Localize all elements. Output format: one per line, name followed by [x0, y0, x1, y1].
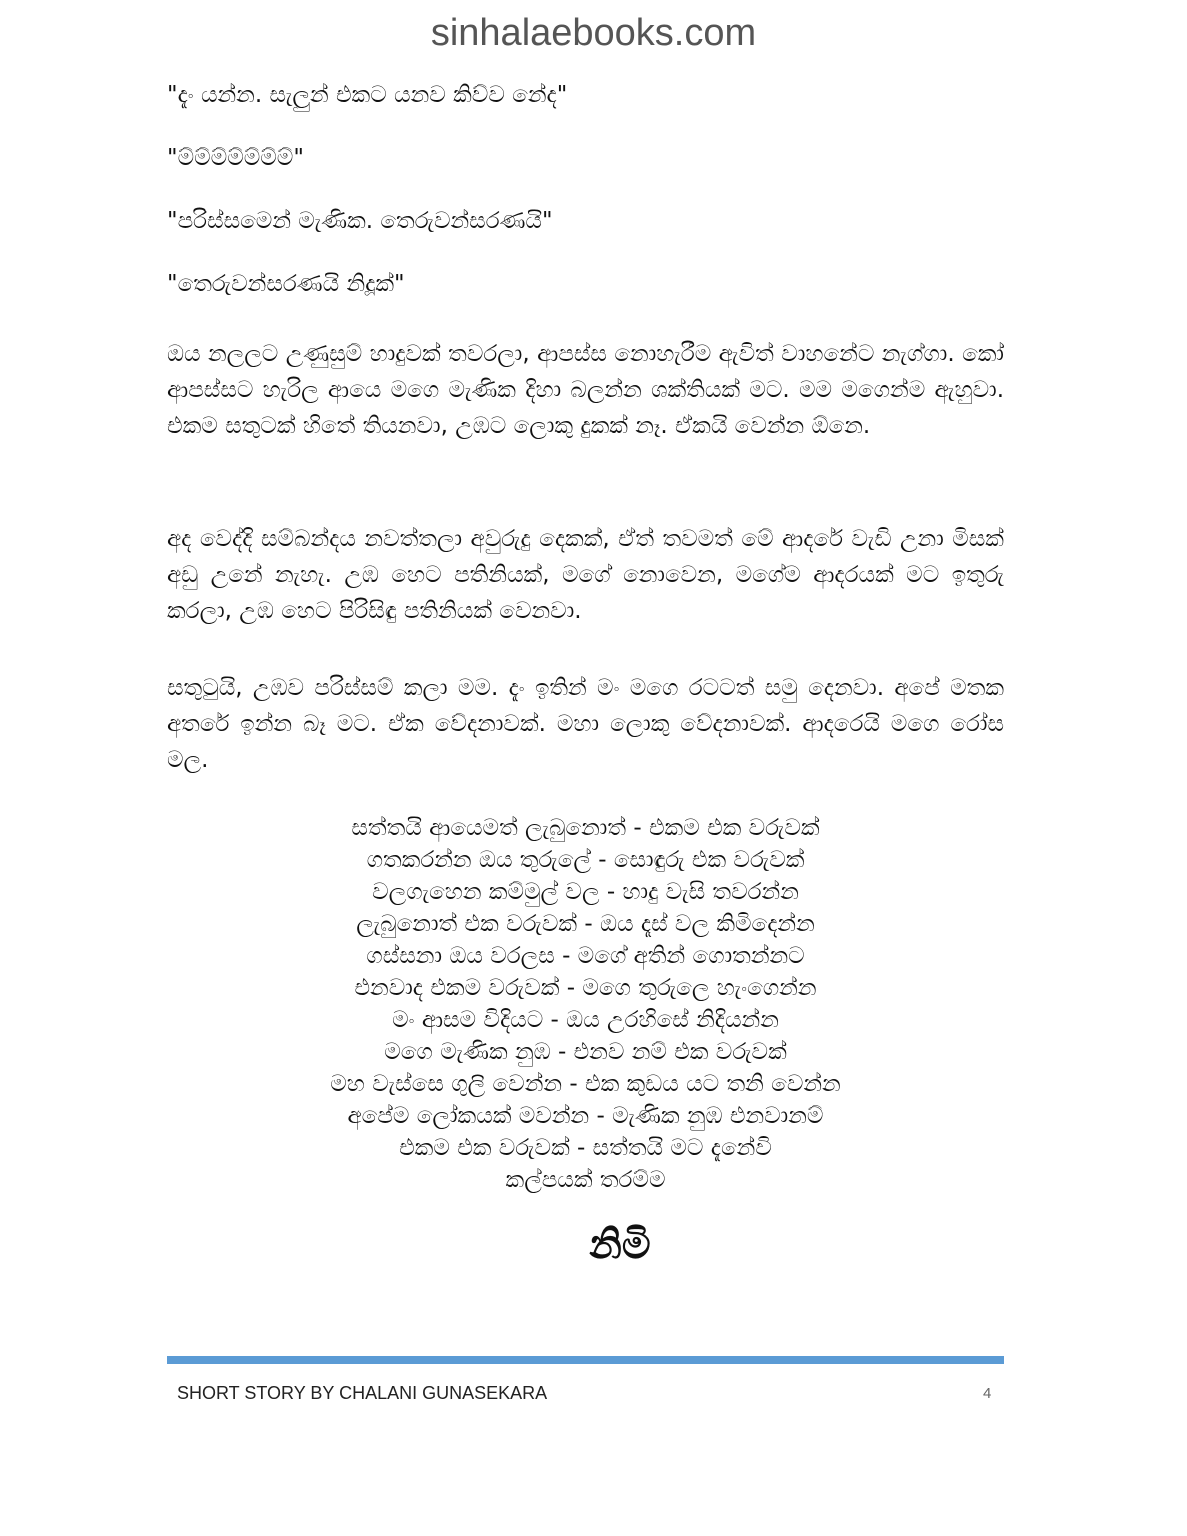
- poem-line: ලැබුනොත් එක වරුවක් - ඔය දෑස් වල කිමිදෙන්න: [356, 911, 815, 937]
- dialogue-line: "දැං යන්න. සැලුන් එකට යනව කිව්ව නේද": [167, 82, 568, 108]
- dialogue-line: "ම්ම්ම්ම්ම්ම්ම්": [167, 145, 304, 171]
- end-word: නිමි: [589, 1222, 651, 1268]
- paragraph: සතුටුයි, උඹව පරිස්සම් කලා මම. දැං ඉතින් මං මගෙ රටටත් සමු දෙනවා. අපේ මතක අතරේ ඉන්න බෑ මට. ඒක වේදනාවක්. මහා ලොකු වේදනාවක්. ආදරෙයි මගෙ රෝස මල.: [167, 675, 1004, 773]
- poem-line: ගතකරන්න ඔය තුරුලේ - සොඳුරු එක වරුවක්: [366, 847, 805, 873]
- footer-divider: [167, 1356, 1004, 1364]
- paragraph: අද වෙද්දි සම්බන්දය නවත්තලා අවුරුදු දෙකක්, ඒත් තවමත් මේ ආදරේ වැඩි උනා මිසක් අඩු උනේ නැහැ. උඹ හෙට පතිනියක්, මගේ නොවෙන, මගේම ආදරයක් මට ඉතුරු කරලා, උඹ හෙට පිරිසිඳු පතිනියක් වෙනවා.: [167, 526, 1004, 624]
- poem-line: වලගැහෙන කම්මුල් වල - හාදු වැසි තවරන්න: [372, 879, 799, 905]
- dialogue-line: "පරිස්සමෙන් මැණික. තෙරුවන්සරණයි": [167, 208, 553, 234]
- poem-line: මගෙ මැණික නුඹ - එනව නම් එක වරුවක්: [384, 1039, 787, 1065]
- poem-line: මං ආසම විදියට - ඔය උරහිසේ නිදියන්න: [392, 1007, 779, 1033]
- poem: [167, 812, 1004, 1196]
- site-watermark: sinhalaebooks.com: [430, 12, 757, 54]
- dialogue-line: "තෙරුවන්සරණයි නිදූක්": [167, 271, 405, 297]
- poem-line: එකම එක වරුවක් - සත්තයි මට දැනේවි: [399, 1135, 772, 1161]
- poem-line: අපේම ලෝකයක් මවන්න - මැණික නුඹ එනවානම්: [347, 1103, 824, 1129]
- page-number: 4: [983, 1385, 992, 1402]
- footer-author: SHORT STORY BY CHALANI GUNASEKARA: [177, 1383, 548, 1403]
- poem-line: කල්පයක් තරම්ම: [505, 1167, 666, 1193]
- poem-line: සත්තයි ආයෙමත් ලැබුනොත් - එකම එක වරුවක්: [351, 815, 820, 841]
- poem-line: එනවාද එකම වරුවක් - මගෙ තුරුලෙ හැංගෙන්න: [354, 975, 817, 1001]
- paragraph: ඔය නලලට උණුසුම් හාදුවක් තවරලා, ආපස්ස නොහැරීම ඇවිත් වාහනේට නැග්ගා. කෝ ආපස්සට හැරිල ආයෙ මගෙ මැණික දිහා බලන්න ශක්තියක් මට. මම මගෙන්ම ඇහුවා. එකම සතුටක් හිතේ තියනවා, උඹට ලොකු දුකක් නෑ. ඒකයි වෙන්න ඕනෙ.: [167, 341, 1004, 439]
- poem-line: මහ වැස්සෙ ගුලි වෙන්න - එක කුඩය යට තනි වෙන්න: [330, 1071, 841, 1097]
- poem-line: ගස්සනා ඔය වරලස - මගේ අතින් ගොතන්නට: [366, 943, 805, 969]
